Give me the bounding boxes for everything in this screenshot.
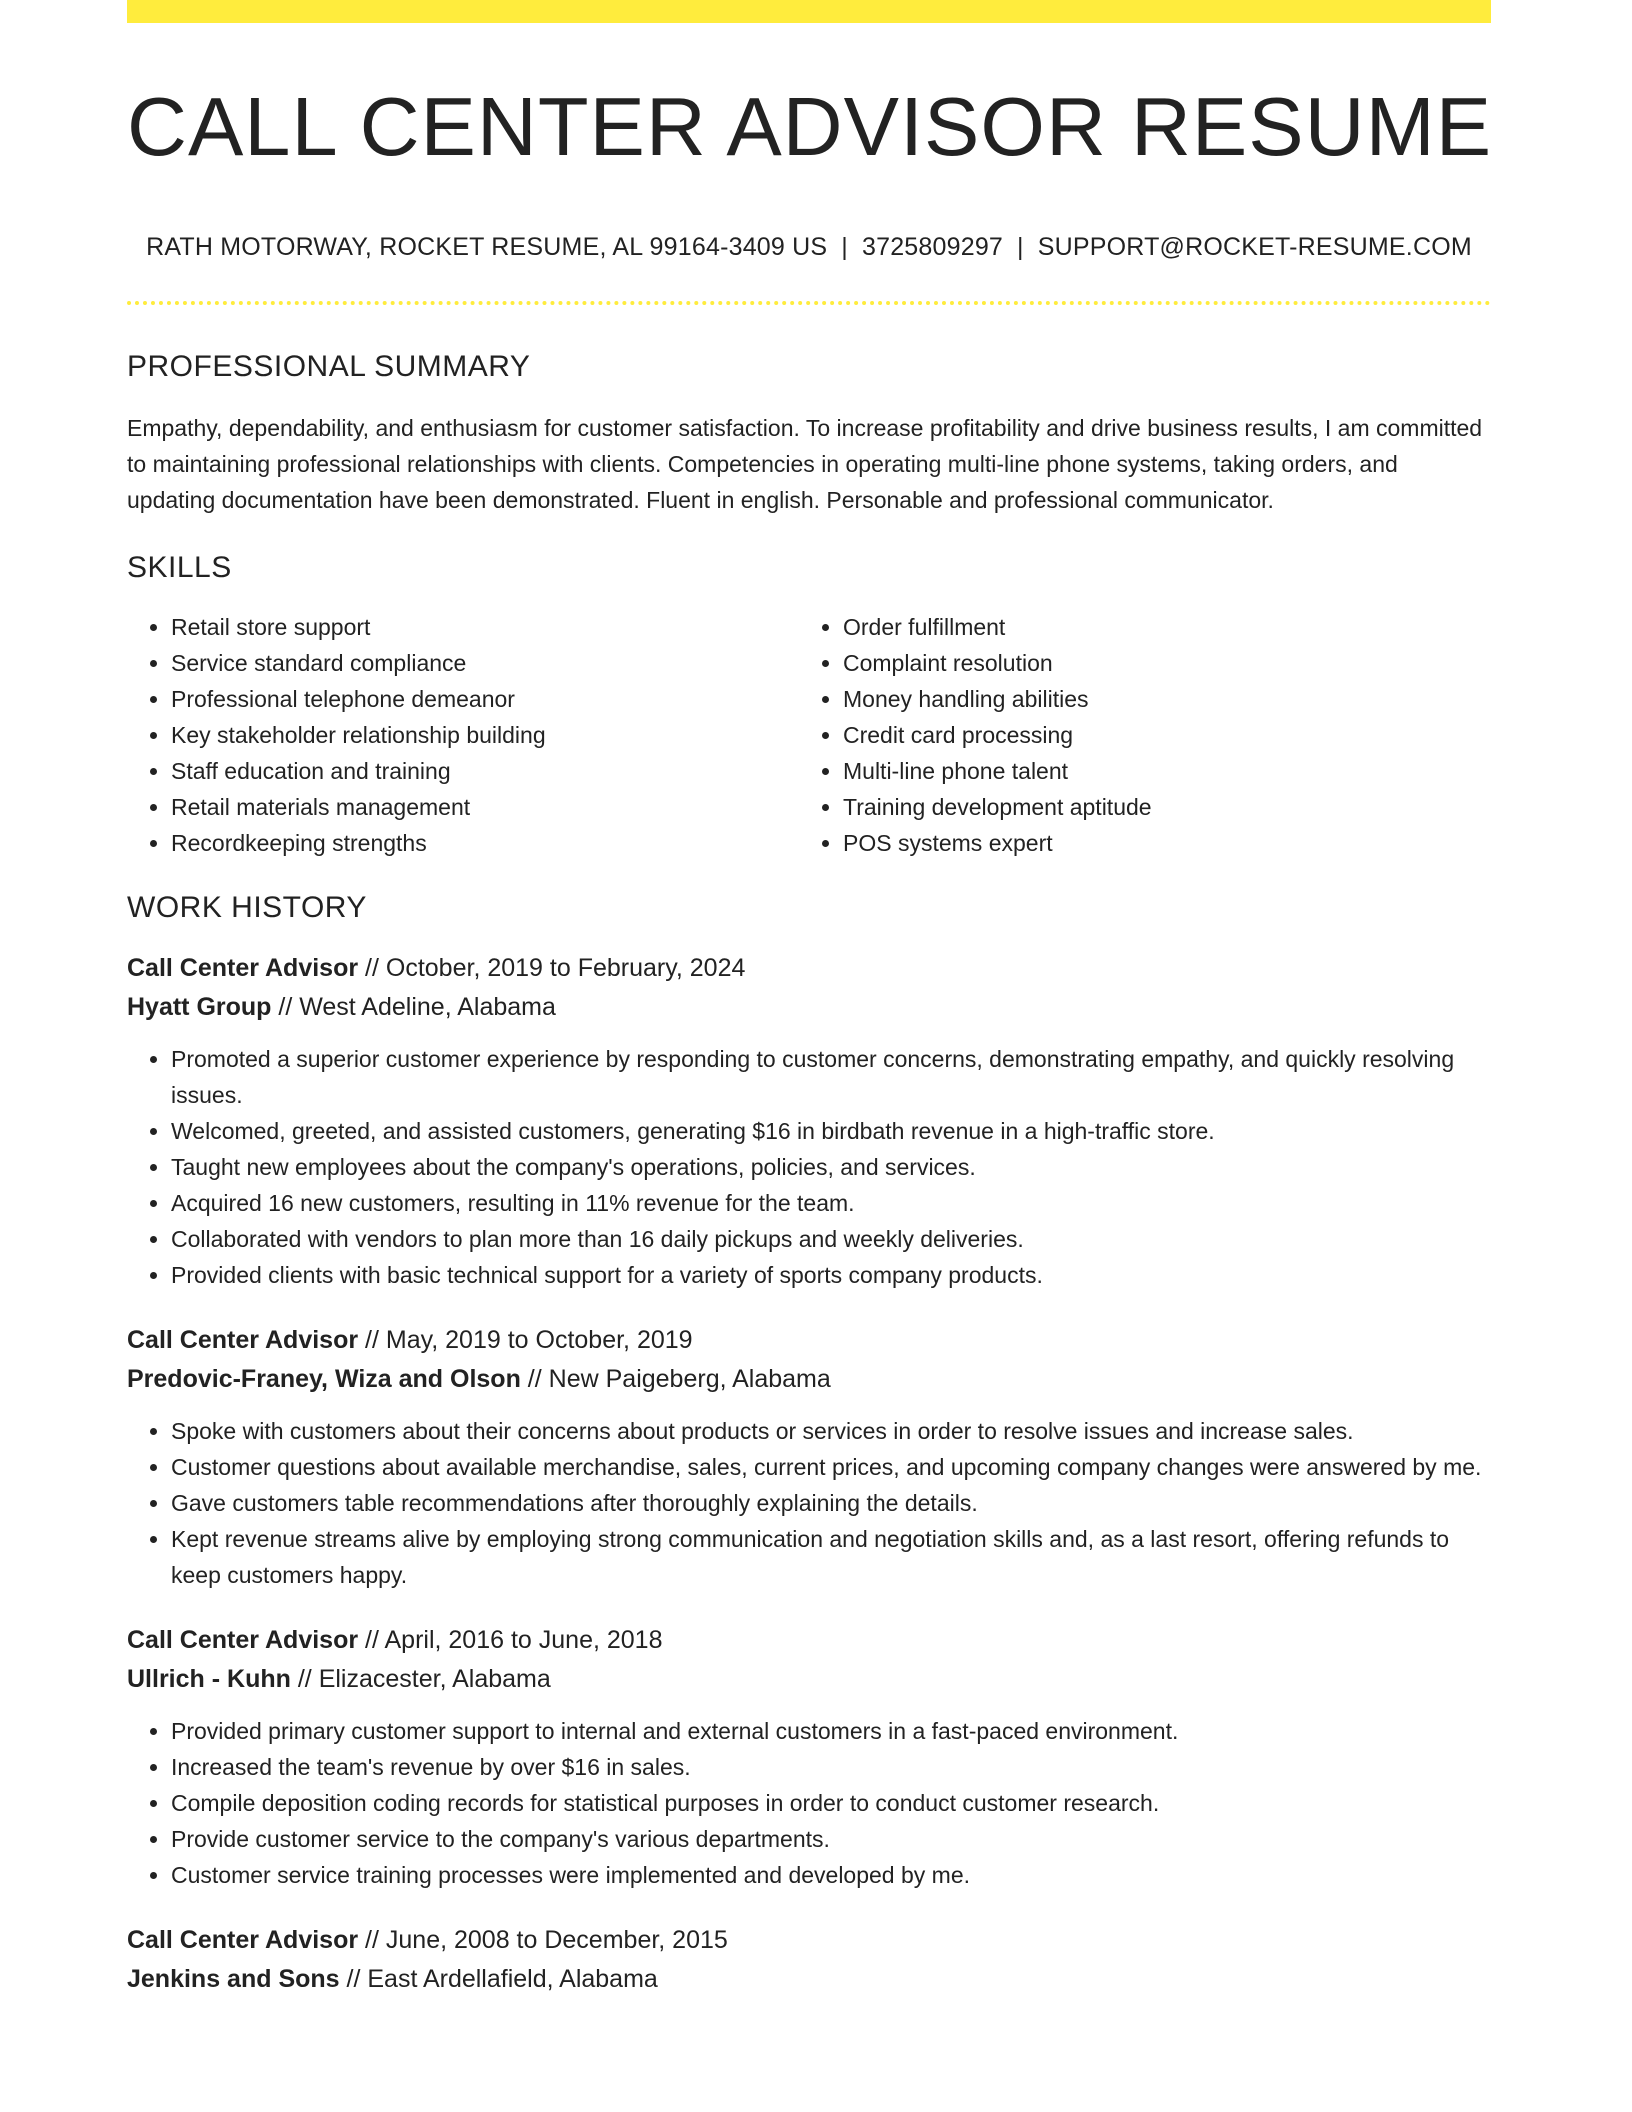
top-accent-bar: [127, 0, 1491, 23]
work-history-section: [127, 891, 1491, 1999]
skill-item: • Professional telephone demeanor: [171, 681, 799, 717]
job-title-line: [127, 949, 1491, 988]
skill-item: • Money handling abilities: [843, 681, 1471, 717]
job-company: Predovic-Franey, Wiza and Olson: [127, 1365, 521, 1393]
job-bullet: • Customer questions about available merchandise, sales, current prices, and upcoming company changes were answered by me.: [171, 1449, 1491, 1485]
contact-email: SUPPORT@ROCKET-RESUME.COM: [1037, 233, 1472, 261]
job-title: Call Center Advisor: [127, 1626, 359, 1654]
job-location: New Paigeberg, Alabama: [548, 1365, 831, 1393]
resume-title: CALL CENTER ADVISOR RESUME: [127, 80, 1493, 173]
job-bullet: • Promoted a superior customer experience by responding to customer concerns, demonstrating empathy, and quickly resolving issues.: [171, 1041, 1491, 1113]
job-separator: //: [520, 1365, 549, 1393]
job-title: Call Center Advisor: [127, 954, 359, 982]
job-bullets: [127, 1713, 1491, 1893]
job-separator: //: [271, 993, 300, 1021]
job-location: Elizacester, Alabama: [318, 1665, 551, 1693]
job-bullet: • Spoke with customers about their concerns about products or services in order to resolve issues and increase sales.: [171, 1413, 1491, 1449]
job-company-line: [127, 1660, 1491, 1699]
skills-section: [127, 551, 1491, 861]
job-company-line: [127, 1960, 1491, 1999]
job-title: Call Center Advisor: [127, 1926, 359, 1954]
job-entry: [127, 949, 1491, 1293]
contact-separator: |: [841, 233, 848, 261]
skills-columns: [127, 609, 1491, 861]
job-company: Ullrich - Kuhn: [127, 1665, 291, 1693]
job-company: Jenkins and Sons: [127, 1965, 340, 1993]
job-separator: //: [358, 1326, 386, 1354]
resume-page: [127, 0, 1491, 1999]
job-separator: //: [358, 954, 386, 982]
contact-phone: 3725809297: [862, 233, 1004, 261]
job-title-line: [127, 1921, 1491, 1960]
skills-right-list: [799, 609, 1471, 861]
job-separator: //: [339, 1965, 368, 1993]
job-bullet: • Kept revenue streams alive by employing strong communication and negotiation skills and, as a last resort, offering refunds to keep customers happy.: [171, 1521, 1491, 1593]
skill-item: • Retail materials management: [171, 789, 799, 825]
job-bullet: • Provided clients with basic technical support for a variety of sports company products.: [171, 1257, 1491, 1293]
contact-address: RATH MOTORWAY, ROCKET RESUME, AL 99164-3409 US: [146, 233, 828, 261]
job-bullet: • Compile deposition coding records for statistical purposes in order to conduct customer research.: [171, 1785, 1491, 1821]
skill-item: • Retail store support: [171, 609, 799, 645]
job-bullet: • Customer service training processes were implemented and developed by me.: [171, 1857, 1491, 1893]
skill-item: • Complaint resolution: [843, 645, 1471, 681]
dotted-divider: [127, 301, 1491, 305]
summary-text: Empathy, dependability, and enthusiasm for customer satisfaction. To increase profitability and drive business results, I am committed to maintaining professional relationships with clients. Competencies in operating multi-line phone systems, taking orders, and updating documentation have been demonstrated. Fluent in english. Personable and professional communicator.: [127, 415, 1483, 513]
skill-item: • Order fulfillment: [843, 609, 1471, 645]
job-bullet: • Provide customer service to the company's various departments.: [171, 1821, 1491, 1857]
work-history-heading: WORK HISTORY: [127, 891, 367, 924]
job-title-line: [127, 1621, 1491, 1660]
job-bullet: • Welcomed, greeted, and assisted customers, generating $16 in birdbath revenue in a high-traffic store.: [171, 1113, 1491, 1149]
job-dates: June, 2008 to December, 2015: [385, 1926, 728, 1954]
job-dates: May, 2019 to October, 2019: [385, 1326, 693, 1354]
contact-line: [127, 233, 1491, 262]
contact-separator: |: [1017, 233, 1024, 261]
job-entry: [127, 1321, 1491, 1593]
job-bullet: • Taught new employees about the company's operations, policies, and services.: [171, 1149, 1491, 1185]
job-entry: [127, 1621, 1491, 1893]
skill-item: • Key stakeholder relationship building: [171, 717, 799, 753]
skill-item: • Training development aptitude: [843, 789, 1471, 825]
summary-section: [127, 350, 1491, 518]
skill-item: • Credit card processing: [843, 717, 1471, 753]
skills-left-list: [127, 609, 799, 861]
skill-item: • Staff education and training: [171, 753, 799, 789]
job-separator: //: [358, 1626, 385, 1654]
job-separator: //: [358, 1926, 386, 1954]
skills-heading: SKILLS: [127, 551, 232, 584]
job-dates: April, 2016 to June, 2018: [384, 1626, 663, 1654]
skill-item: • Recordkeeping strengths: [171, 825, 799, 861]
skill-item: • Multi-line phone talent: [843, 753, 1471, 789]
job-bullet: • Increased the team's revenue by over $16 in sales.: [171, 1749, 1491, 1785]
job-company-line: [127, 988, 1491, 1027]
summary-heading: PROFESSIONAL SUMMARY: [127, 350, 531, 383]
job-company-line: [127, 1360, 1491, 1399]
job-bullet: • Gave customers table recommendations after thoroughly explaining the details.: [171, 1485, 1491, 1521]
job-location: East Ardellafield, Alabama: [367, 1965, 658, 1993]
job-company: Hyatt Group: [127, 993, 272, 1021]
job-bullets: [127, 1041, 1491, 1293]
job-entry: [127, 1921, 1491, 1999]
job-location: West Adeline, Alabama: [299, 993, 556, 1021]
skill-item: • POS systems expert: [843, 825, 1471, 861]
job-bullet: • Acquired 16 new customers, resulting in 11% revenue for the team.: [171, 1185, 1491, 1221]
job-bullet: • Collaborated with vendors to plan more than 16 daily pickups and weekly deliveries.: [171, 1221, 1491, 1257]
job-bullet: • Provided primary customer support to internal and external customers in a fast-paced environment.: [171, 1713, 1491, 1749]
job-title: Call Center Advisor: [127, 1326, 359, 1354]
skill-item: • Service standard compliance: [171, 645, 799, 681]
job-title-line: [127, 1321, 1491, 1360]
job-dates: October, 2019 to February, 2024: [385, 954, 746, 982]
job-bullets: [127, 1413, 1491, 1593]
job-separator: //: [290, 1665, 319, 1693]
